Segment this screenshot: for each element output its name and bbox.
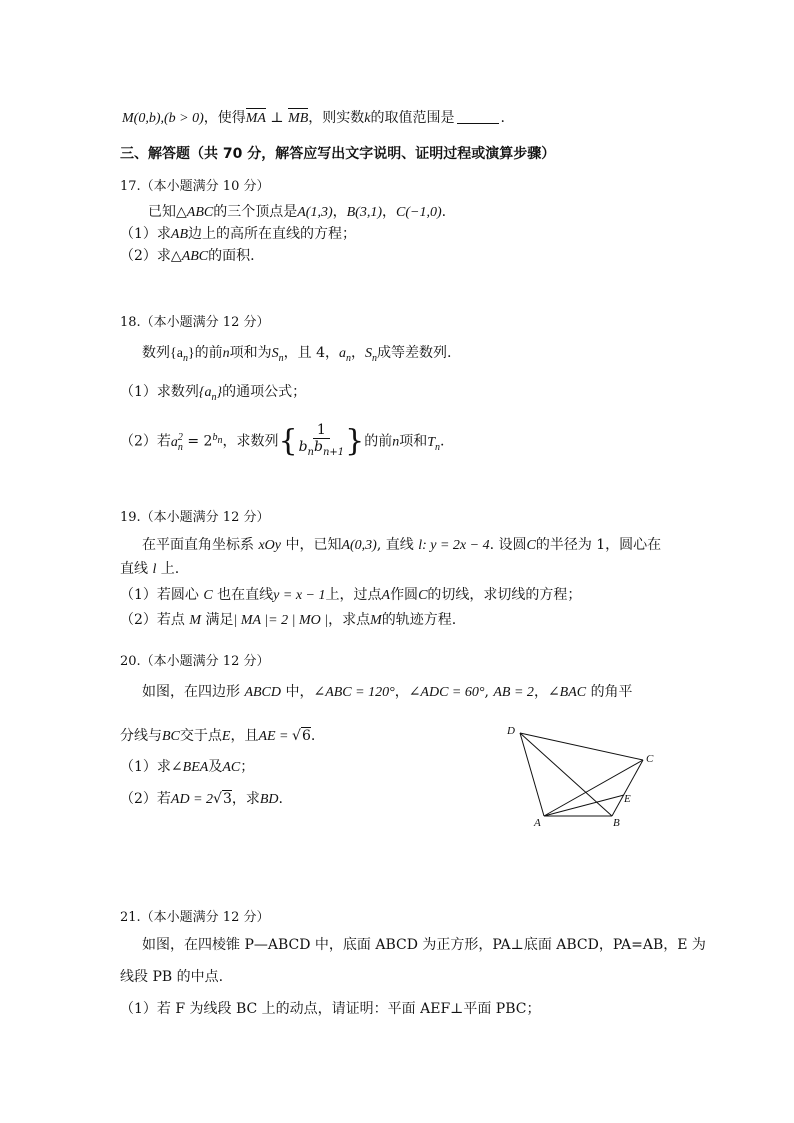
q18-stem-a: 数列 bbox=[142, 345, 170, 361]
q18-p2-n: n bbox=[392, 434, 400, 450]
q19-p2-a: （2）若点 bbox=[120, 612, 185, 628]
q20-s1-a: 如图，在四边形 bbox=[142, 684, 240, 700]
q19-s1-a: 在平面直角坐标系 bbox=[142, 537, 254, 553]
q19-p1-c3: C bbox=[418, 588, 428, 603]
q20-angle-bac: ∠BAC bbox=[547, 685, 587, 700]
q19-p1-a: （1）若圆心 bbox=[120, 587, 199, 603]
q20-ac: AC bbox=[222, 760, 241, 775]
q18-stem-e: ， bbox=[351, 345, 366, 361]
q18-an-term-sub: n bbox=[346, 352, 352, 364]
q18-frac-den: $b_nb_{n+1}$ bbox=[298, 439, 345, 459]
q17-sep1: ， bbox=[332, 204, 347, 220]
q20-p2-c: . bbox=[278, 791, 283, 807]
q18-header: 18.（本小题满分 12 分） bbox=[120, 315, 270, 330]
q18-right-brace: } bbox=[345, 423, 365, 459]
q17-stem bbox=[148, 202, 446, 223]
q20-part1 bbox=[120, 757, 254, 778]
q17-abc: ABC bbox=[186, 205, 214, 220]
q18-bn-exp: bn bbox=[212, 432, 223, 446]
q18-an-open: {a bbox=[170, 346, 183, 361]
q19-line-l: l: y = 2x − 4 bbox=[418, 538, 490, 553]
intro-end: . bbox=[500, 110, 505, 126]
q18-left-brace: { bbox=[278, 423, 298, 459]
q18-p2-b: ，求数列 bbox=[222, 433, 279, 450]
section-title: 三、解答题（共 70 分，解答应写出文字说明、证明过程或演算步骤） bbox=[120, 146, 556, 162]
q19-p1-a-pt: A bbox=[381, 588, 391, 603]
q19-p1-d: 作圆 bbox=[390, 587, 419, 603]
q20-e: E bbox=[221, 729, 231, 744]
point-m: M(0,b),(b > 0) bbox=[122, 111, 204, 126]
q20-stem-line1 bbox=[142, 682, 633, 703]
q18-p2-end: . bbox=[440, 433, 445, 450]
intro-text-3: 的取值范围是 bbox=[370, 110, 455, 126]
q19-stem-line1 bbox=[142, 535, 661, 556]
q17-sep2: ， bbox=[382, 204, 397, 220]
q18-p2-d: 项和 bbox=[399, 433, 428, 450]
q17-p2-a: （2）求△ bbox=[120, 248, 182, 264]
q19-s1-e: 的半径为 1，圆心在 bbox=[535, 537, 662, 553]
q18-p1-seq: $\{a_n\}$ bbox=[198, 385, 223, 403]
q20-angle-bea: ∠BEA bbox=[170, 760, 209, 775]
q19-s2-l: l bbox=[152, 562, 157, 577]
q20-ae: AE = bbox=[258, 729, 293, 744]
q19-xoy: xOy bbox=[258, 538, 281, 553]
q17-p2-b: 的面积. bbox=[208, 248, 255, 264]
q19-p2-m2: M bbox=[370, 613, 382, 628]
q19-p2-eq: | MA |= 2 | MO | bbox=[233, 613, 329, 628]
q21-stem-line2: 线段 PB 的中点. bbox=[120, 969, 224, 985]
q18-an-squared: $a_n^2$ bbox=[170, 432, 183, 453]
q20-p1-c: ； bbox=[240, 759, 255, 775]
q20-p1-a: （1）求 bbox=[120, 759, 171, 775]
q18-sn-term bbox=[365, 346, 378, 364]
q20-s1-c: ， bbox=[394, 684, 409, 700]
q17-p1-a: （1）求 bbox=[120, 226, 171, 242]
q20-p2-a: （2）若 bbox=[120, 791, 171, 807]
q20-s1-e: ， bbox=[533, 684, 548, 700]
q17-part2 bbox=[120, 246, 255, 267]
q20-angle-adc: ∠ADC = 60° bbox=[408, 685, 485, 700]
q20-sqrt3: √3 bbox=[213, 791, 232, 807]
q18-stem-c: 项和为 bbox=[229, 345, 272, 361]
q19-s2-a: 直线 bbox=[120, 561, 148, 577]
q18-p1-a: （1）求数列 bbox=[120, 384, 199, 400]
q20-header: 20.（本小题满分 12 分） bbox=[120, 654, 270, 669]
q20-six: 6 bbox=[301, 728, 311, 744]
q20-figure bbox=[500, 722, 690, 832]
q18-stem-b: 的前 bbox=[194, 345, 223, 361]
intro-text-2: ，则实数 bbox=[308, 110, 365, 126]
intro-line bbox=[122, 108, 505, 129]
q20-sqrt6: √6 bbox=[292, 728, 311, 744]
intro-text: ，使得 bbox=[203, 110, 246, 126]
q19-p1-eq: y = x − 1 bbox=[273, 588, 326, 603]
q20-three: 3 bbox=[222, 791, 232, 807]
q17-header: 17.（本小题满分 10 分） bbox=[120, 179, 270, 194]
q18-s2: S bbox=[365, 346, 373, 361]
q20-s2-c: ，且 bbox=[230, 728, 259, 744]
q18-p2-c: 的前 bbox=[364, 433, 393, 450]
q18-eq: = 2 bbox=[182, 433, 213, 450]
q20-part2 bbox=[120, 789, 283, 810]
q18-part2 bbox=[120, 418, 444, 467]
label-d: D bbox=[507, 725, 515, 737]
q20-angle-abc: ∠ABC = 120° bbox=[313, 685, 395, 700]
q17-p1-ab: AB bbox=[170, 227, 189, 242]
q20-s2-d: . bbox=[310, 728, 316, 744]
q20-s1-d: , bbox=[484, 684, 494, 700]
label-a: A bbox=[534, 817, 541, 829]
q19-part2 bbox=[120, 610, 456, 631]
q19-point-a: A(0,3) bbox=[341, 538, 377, 553]
q20-s1-b: 中， bbox=[285, 684, 314, 700]
q18-sn-term-sub: n bbox=[372, 352, 378, 364]
q18-p1-b: 的通项公式； bbox=[222, 384, 307, 400]
q18-an-term: $a_n$ bbox=[339, 346, 352, 364]
q17-stem-a: 已知△ bbox=[148, 204, 187, 220]
q19-s2-b: 上. bbox=[160, 561, 180, 577]
q20-p2-b: ，求 bbox=[231, 791, 260, 807]
q19-p1-c2: 上，过点 bbox=[325, 587, 382, 603]
q19-s1-c: , 直线 bbox=[376, 537, 414, 553]
q17-part1 bbox=[120, 224, 356, 245]
q19-p2-c: ，求点 bbox=[328, 612, 371, 628]
q17-p2-abc: ABC bbox=[181, 249, 209, 264]
q20-bc: BC bbox=[162, 729, 180, 744]
q20-bd: BD bbox=[259, 792, 279, 807]
q20-ab: AB = 2 bbox=[493, 685, 534, 700]
q20-s2-b: 交于点 bbox=[179, 728, 222, 744]
q19-s1-d: . 设圆 bbox=[489, 537, 527, 553]
q20-s2-a: 分线与 bbox=[120, 728, 162, 744]
label-c: C bbox=[646, 753, 654, 765]
label-e: E bbox=[624, 793, 631, 805]
q18-s: S bbox=[271, 346, 279, 361]
q19-s1-b: 中，已知 bbox=[285, 537, 342, 553]
q17-dot: . bbox=[441, 204, 447, 220]
q19-p1-e: 的切线，求切线的方程； bbox=[427, 587, 582, 603]
q20-s1-f: 的角平 bbox=[590, 684, 633, 700]
q19-p2-d: 的轨迹方程. bbox=[381, 612, 457, 628]
edge-dc bbox=[520, 733, 643, 760]
q20-ad: AD = 2 bbox=[170, 792, 214, 807]
label-b: B bbox=[613, 817, 620, 829]
q18-sn-sub: n bbox=[278, 352, 284, 364]
q18-stem-d: ，且 4， bbox=[283, 345, 340, 361]
q17-point-b: B(3,1) bbox=[346, 205, 383, 220]
q18-an-sub: n bbox=[182, 352, 188, 364]
q21-stem-line1: 如图，在四棱锥 P—ABCD 中，底面 ABCD 为正方形，PA⊥底面 ABCD，PA=AB，E 为 bbox=[142, 937, 706, 953]
q18-an-close: } bbox=[187, 346, 195, 361]
q19-part1 bbox=[120, 585, 581, 606]
q18-part1 bbox=[120, 382, 306, 408]
q18-frac-num: 1 bbox=[313, 422, 330, 439]
q20-abcd: ABCD bbox=[244, 685, 282, 700]
q18-fraction bbox=[299, 422, 345, 461]
answer-blank bbox=[457, 109, 499, 124]
segment-ae bbox=[544, 795, 624, 816]
q19-stem-line2 bbox=[120, 559, 179, 580]
q21-header: 21.（本小题满分 12 分） bbox=[120, 910, 270, 925]
q19-header: 19.（本小题满分 12 分） bbox=[120, 510, 270, 525]
q18-stem-f: 成等差数列. bbox=[377, 345, 452, 361]
q18-seq-an bbox=[170, 346, 195, 364]
q20-p1-b: 及 bbox=[208, 759, 223, 775]
perp-symbol: ⊥ bbox=[265, 110, 289, 126]
q18-stem bbox=[142, 343, 451, 369]
q18-tn: $T_n$ bbox=[427, 434, 441, 453]
q21-part1: （1）若 F 为线段 BC 上的动点，请证明：平面 AEF⊥平面 PBC； bbox=[120, 1001, 541, 1017]
q19-p1-b: 也在直线 bbox=[217, 587, 274, 603]
q20-stem-line2 bbox=[120, 726, 315, 747]
q17-p1-b: 边上的高所在直线的方程； bbox=[188, 226, 357, 242]
q19-circle-c: C bbox=[526, 538, 536, 553]
q17-point-c: C(−1,0) bbox=[396, 205, 442, 220]
q18-t: T bbox=[427, 434, 436, 450]
q18-p2-a: （2）若 bbox=[120, 433, 171, 450]
vector-ma: MA bbox=[246, 109, 266, 129]
q17-stem-b: 的三个顶点是 bbox=[213, 204, 298, 220]
var-k: k bbox=[364, 111, 371, 126]
q19-p1-c: C bbox=[203, 588, 213, 603]
edge-da bbox=[520, 733, 544, 816]
q19-p2-b: 满足 bbox=[205, 612, 234, 628]
q19-p2-m: M bbox=[189, 613, 202, 628]
q18-n: n bbox=[222, 346, 230, 361]
q17-point-a: A(1,3) bbox=[297, 205, 333, 220]
q18-sn bbox=[271, 346, 284, 364]
vector-mb: MB bbox=[288, 109, 308, 129]
